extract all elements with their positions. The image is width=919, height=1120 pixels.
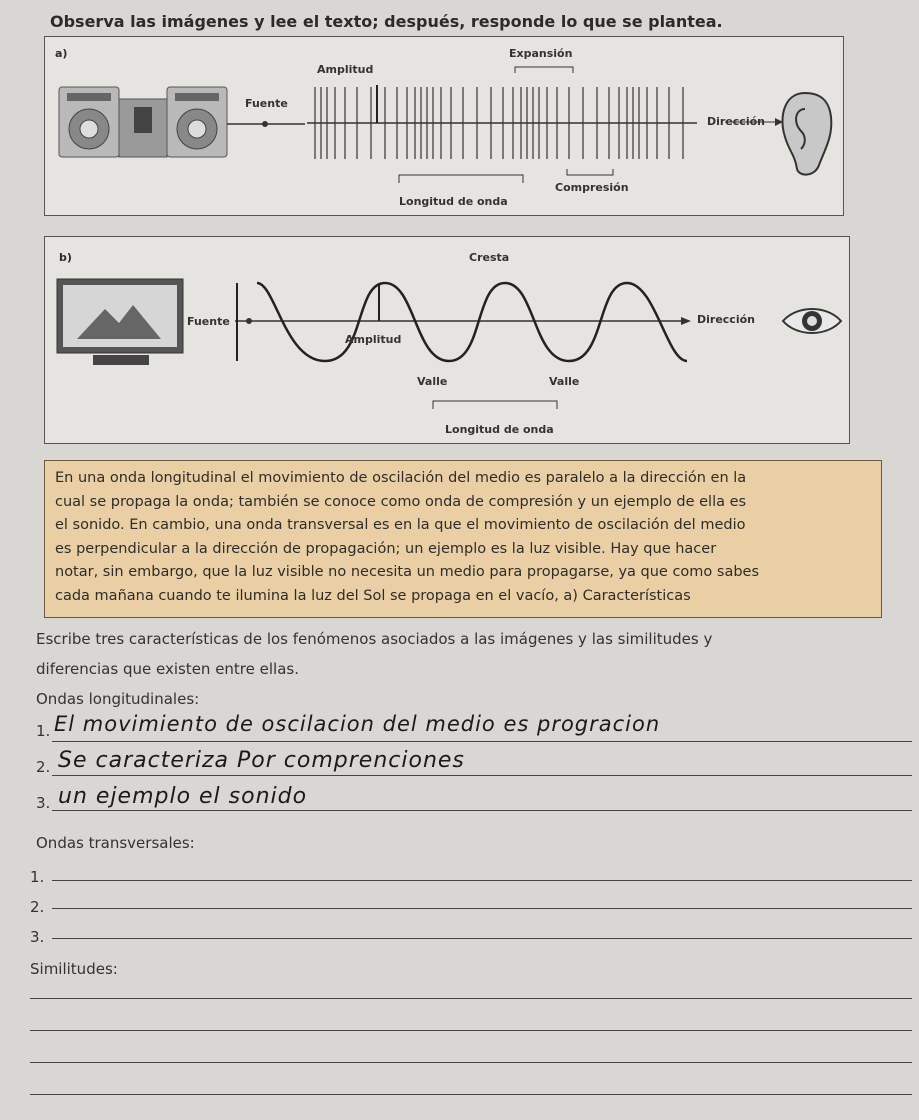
text-line: es perpendicular a la dirección de propagación; un ejemplo es la luz visible. Hay que hacer xyxy=(55,540,717,557)
amplitud-label-b: Amplitud xyxy=(345,333,402,346)
long-answer-3[interactable]: un ejemplo el sonido xyxy=(58,784,308,809)
wavelength-bracket-a xyxy=(397,171,527,185)
ear-icon xyxy=(775,89,835,179)
figure-transverse-wave xyxy=(44,236,850,444)
text-line: En una onda longitudinal el movimiento de oscilación del medio es paralelo a la dirección en la xyxy=(55,470,747,486)
eye-icon xyxy=(781,301,843,341)
compression-bracket xyxy=(567,167,617,177)
valle-label-1: Valle xyxy=(417,375,448,388)
source-line xyxy=(227,119,307,129)
text-line: notar, sin embargo, que la luz visible no necesita un medio para propagarse, ya que como sabes xyxy=(55,564,760,580)
long-item-1-num: 1. xyxy=(36,722,51,740)
answer-line xyxy=(52,810,912,811)
wavelength-bracket-b xyxy=(431,395,561,411)
explanation-text xyxy=(44,460,882,618)
cresta-label: Cresta xyxy=(469,251,510,264)
trans-item-1-num: 1. xyxy=(30,868,45,886)
speaker-icon xyxy=(59,85,239,175)
figure-label-a: a) xyxy=(55,47,68,60)
similitudes-heading: Similitudes: xyxy=(30,960,118,978)
trans-item-3-num: 3. xyxy=(30,928,45,946)
answer-line[interactable] xyxy=(30,1094,912,1095)
transversales-heading: Ondas transversales: xyxy=(36,834,195,852)
answer-line[interactable] xyxy=(30,998,912,999)
text-line: cada mañana cuando te ilumina la luz del Sol se propaga en el vacío, a) Características xyxy=(55,587,691,604)
tv-icon xyxy=(57,279,187,369)
answer-line xyxy=(52,775,912,776)
compresion-label: Compresión xyxy=(555,181,629,194)
fuente-label: Fuente xyxy=(245,97,288,110)
valle-label-2: Valle xyxy=(549,375,580,388)
page-title: Observa las imágenes y lee el texto; después, responde lo que se plantea. xyxy=(50,12,723,31)
longitud-label-b: Longitud de onda xyxy=(445,423,554,436)
answer-line[interactable] xyxy=(52,908,912,909)
direccion-label-b: Dirección xyxy=(697,313,755,326)
expansion-bracket xyxy=(515,65,575,75)
answer-line xyxy=(52,741,912,742)
instruction-line-1: Escribe tres características de los fenómenos asociados a las imágenes y las similitudes y xyxy=(36,630,713,648)
expansion-label: Expansión xyxy=(509,47,573,60)
answer-line[interactable] xyxy=(30,1062,912,1063)
trans-item-2-num: 2. xyxy=(30,898,45,916)
text-line: el sonido. En cambio, una onda transversal es en la que el movimiento de oscilación del medio xyxy=(55,517,746,533)
answer-line[interactable] xyxy=(52,880,912,881)
answer-line[interactable] xyxy=(30,1030,912,1031)
long-item-3-num: 3. xyxy=(36,794,51,812)
answer-line[interactable] xyxy=(52,938,912,939)
text-line: cual se propaga la onda; también se conoce como onda de compresión y un ejemplo de ella es xyxy=(55,493,747,510)
instruction-line-2: diferencias que existen entre ellas. xyxy=(36,660,299,678)
figure-longitudinal-wave xyxy=(44,36,844,216)
direccion-label: Dirección xyxy=(707,115,765,128)
amplitud-label: Amplitud xyxy=(317,63,374,76)
long-item-2-num: 2. xyxy=(36,758,51,776)
longitudinales-heading: Ondas longitudinales: xyxy=(36,690,200,708)
sine-wave xyxy=(235,277,695,377)
long-answer-2[interactable]: Se caracteriza Por comprenciones xyxy=(58,748,465,773)
figure-label-b: b) xyxy=(59,251,72,264)
compression-wave xyxy=(307,83,697,163)
fuente-label-b: Fuente xyxy=(187,315,230,328)
longitud-label-a: Longitud de onda xyxy=(399,195,508,208)
long-answer-1[interactable]: El movimiento de oscilacion del medio es progracion xyxy=(54,712,661,736)
